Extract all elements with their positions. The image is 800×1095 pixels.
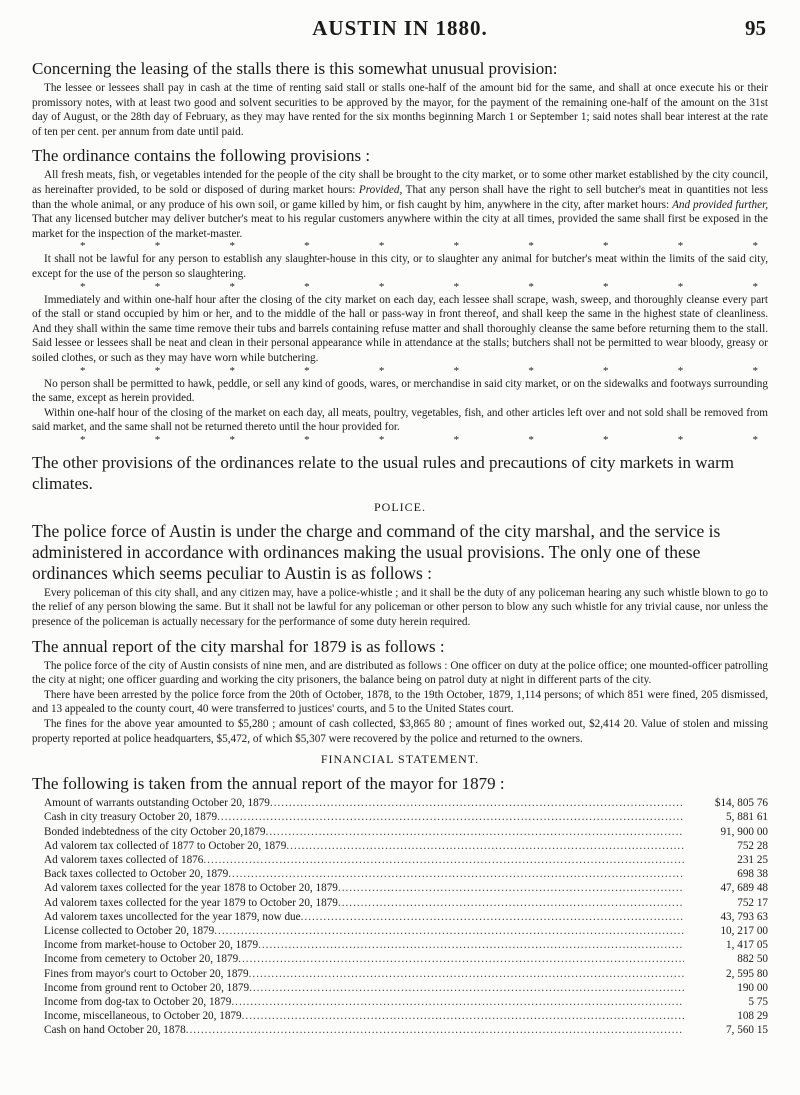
row-label: Ad valorem taxes collected for the year 1878 to October 20, 1879 [44, 882, 338, 895]
table-row [44, 896, 768, 910]
leader-dots [249, 967, 684, 981]
section-heading-stalls: Concerning the leasing of the stalls there is this somewhat unusual provision: [32, 59, 558, 78]
table-row [44, 1023, 768, 1037]
row-label: License collected to October 20, 1879 [44, 925, 215, 938]
leader-dots [242, 1009, 684, 1023]
section-heading-ordinance: The ordinance contains the following provisions : [32, 146, 371, 166]
row-label: Amount of warrants outstanding October 20, 1879 [44, 797, 270, 810]
leader-dots [338, 881, 684, 895]
row-amount: 2, 595 80 [726, 967, 768, 980]
paragraph-removal: Within one-half hour of the closing of the market on each day, all meats, poultry, vegetables, fish, and other articles left over and not sold shall be removed from said market, and the same shall not be returned thereto until the hour provided for. [32, 406, 768, 434]
leader-dots [217, 810, 684, 824]
financial-title: FINANCIAL STATEMENT. [320, 752, 480, 767]
table-row [44, 810, 768, 824]
ellipsis-stars: * * * * * * * * * * [80, 240, 758, 253]
row-label: Income from ground rent to October 20, 1879 [44, 981, 250, 994]
row-label: Fines from mayor's court to October 20, 1879 [44, 967, 249, 980]
leader-dots [228, 867, 684, 881]
row-amount: $14, 805 76 [714, 797, 768, 810]
leader-dots [338, 896, 684, 910]
leader-dots [186, 1023, 684, 1037]
section-heading-marshal-report: The annual report of the city marshal for 1879 is as follows : [32, 636, 445, 656]
row-amount: 43, 793 63 [720, 910, 768, 923]
table-row [44, 867, 768, 881]
paragraph-slaughter-house: It shall not be lawful for any person to establish any slaughter-house in this city, or to slaughter any animal for butcher's meat within the limits of the said city, except for the use of the person so slaughtering. [32, 253, 768, 280]
row-label: Back taxes collected to October 20, 1879 [44, 868, 229, 881]
running-title: AUSTIN IN 1880. [312, 16, 488, 40]
leader-dots [214, 924, 684, 938]
running-header [32, 16, 768, 44]
paragraph-fines: The fines for the above year amounted to $5,280 ; amount of cash collected, $3,865 80 ; amount of fines worked out, $2,414 20. Value of stolen and missing property reported at police headquarters, $5,472, of which $5,307 were recovered by the police and returned to the owners. [32, 718, 768, 745]
table-row [44, 981, 768, 995]
page-number: 95 [745, 16, 766, 40]
row-amount: 190 00 [737, 981, 768, 994]
police-title: POLICE. [374, 499, 426, 514]
row-amount: 698 38 [737, 868, 768, 881]
row-label: Ad valorem taxes collected of 1876 [44, 854, 204, 867]
row-amount: 882 50 [737, 953, 768, 966]
row-label: Cash in city treasury October 20, 1879 [44, 811, 218, 824]
row-amount: 5 75 [748, 996, 768, 1009]
paragraph-arrests: There have been arrested by the police force from the 20th of October, 1878, to the 19th October, 1879, 1,114 persons; of which 851 were fined, 205 dismissed, and 13 appealed to the county court, 40 were transferred to justices' courts, and 5 to the United States court. [32, 688, 768, 716]
section-heading-mayor-report: The following is taken from the annual report of the mayor for 1879 : [32, 774, 505, 794]
row-amount: 7, 560 15 [726, 1024, 768, 1037]
leader-dots [203, 853, 684, 867]
leader-dots [238, 952, 684, 966]
row-label: Cash on hand October 20, 1878 [44, 1024, 186, 1037]
paragraph-hawking: No person shall be permitted to hawk, peddle, or sell any kind of goods, wares, or merchandise in said city market, or on the sidewalks and footways surrounding the same, except as herein provided. [32, 377, 768, 405]
paragraph-stalls-lease: The lessee or lessees shall pay in cash at the time of renting said stall or stalls one-half of the amount bid for the same, and shall at once execute his or their promissory notes, with at least two good and solvent securities to be approved by the mayor, for the payment of the remaining one-half of the amount on the 31st day of August, or the 28th day of February, as they may have rented for the six months beginning March 1 or September 1; said notes shall bear interest at the rate of ten per cent. per annum from date until paid. [32, 82, 768, 138]
row-amount: 5, 881 61 [726, 811, 768, 824]
table-row [44, 839, 768, 853]
table-row [44, 924, 768, 938]
row-amount: 1, 417 05 [726, 939, 768, 952]
row-label: Ad valorem taxes uncollected for the year 1879, now due [44, 910, 301, 923]
row-amount: 10, 217 00 [720, 925, 768, 938]
row-label: Income from dog-tax to October 20, 1879 [44, 996, 232, 1009]
row-label: Ad valorem tax collected of 1877 to October 20, 1879 [44, 839, 287, 852]
leader-dots [258, 938, 684, 952]
row-amount: 231 25 [737, 854, 768, 867]
police-intro: The police force of Austin is under the charge and command of the city marshal, and the service is administered in accordance with ordinances making the usual provisions. The only one of these ordinances which seems peculiar to Austin is as follows : [32, 520, 721, 583]
financial-statement-table [32, 796, 768, 1037]
row-amount: 752 17 [737, 896, 768, 909]
table-row [44, 1009, 768, 1023]
paragraph-police-whistle: Every policeman of this city shall, and any citizen may, have a police-whistle ; and it shall be the duty of any policeman hearing any such whistle blown to go to the relief of any person blowing the same. But it shall not be lawful for any policeman or other person to blow any such whistle for any trivial cause, nor unless the presence of the policeman is actually necessary for the performance of some duty herein required. [32, 586, 768, 629]
table-row [44, 952, 768, 966]
row-label: Bonded indebtedness of the city October 20,1879 [44, 825, 266, 838]
leader-dots [286, 839, 684, 853]
leader-dots [231, 995, 684, 1009]
row-label: Ad valorem taxes collected for the year 1879 to October 20, 1879 [44, 896, 338, 909]
table-row [44, 967, 768, 981]
ellipsis-stars: * * * * * * * * * * [80, 280, 758, 293]
row-amount: 91, 900 00 [720, 825, 768, 838]
table-row [44, 853, 768, 867]
table-row [44, 796, 768, 810]
row-amount: 752 28 [737, 839, 768, 852]
ellipsis-stars: * * * * * * * * * * [80, 364, 758, 377]
row-label: Income, miscellaneous, to October 20, 1879 [44, 1010, 242, 1023]
paragraph-fresh-meats: All fresh meats, fish, or vegetables intended for the people of the city shall be brought to the city market, or to some other market established by the city council, as hereinafter provided, to be sold or disposed of during market hours: Provided, That any person shall have the right to sell butcher's meat in quantities not less than the whole animal, or any produce of his own soil, or game killed by him, or fish caught by him, anywhere in the city, after market hours: And provided further, That any licensed butcher may deliver butcher's meat to his regular customers anywhere within the city at all times, provided the same shall first be exposed in the market for the inspection of the market-master. [32, 169, 768, 240]
row-amount: 108 29 [737, 1010, 768, 1023]
table-row [44, 881, 768, 895]
table-row [44, 995, 768, 1009]
leader-dots [249, 981, 684, 995]
leader-dots [270, 796, 684, 810]
leader-dots [266, 825, 684, 839]
row-label: Income from market-house to October 20, 1879 [44, 939, 259, 952]
table-row [44, 910, 768, 924]
table-row [44, 825, 768, 839]
leader-dots [301, 910, 684, 924]
row-amount: 47, 689 48 [720, 882, 768, 895]
paragraph-police-force: The police force of the city of Austin consists of nine men, and are distributed as follows : One officer on duty at the police office; one mounted-officer patrolling the city at night; one officer guarding and working the city prisoners, the balance being on patrol duty at night in different parts of the city. [32, 659, 768, 687]
section-heading-other-provisions: The other provisions of the ordinances relate to the usual rules and precautions of city markets in warm climates. [32, 452, 734, 493]
table-row [44, 938, 768, 952]
paragraph-cleaning: Immediately and within one-half hour after the closing of the city market on each day, each lessee shall scrape, wash, sweep, and thoroughly cleanse every part of the stall or stand occupied by him or her, and to the middle of the hall or pass-way in front thereof, and shall keep the same in the highest state of cleanliness. And they shall within the same time remove their tubs and barrels containing refuse matter and shall thoroughly cleanse the same before returning them to the stall. Said lessee or lessees shall be neat and clean in their personal appearance while in attendance at the stalls; butchers shall not be permitted to wear bloody, greasy or soiled clothes, or such as they may have worn while butchering. [32, 293, 768, 364]
ellipsis-stars: * * * * * * * * * * [80, 433, 758, 446]
row-label: Income from cemetery to October 20, 1879 [44, 953, 239, 966]
